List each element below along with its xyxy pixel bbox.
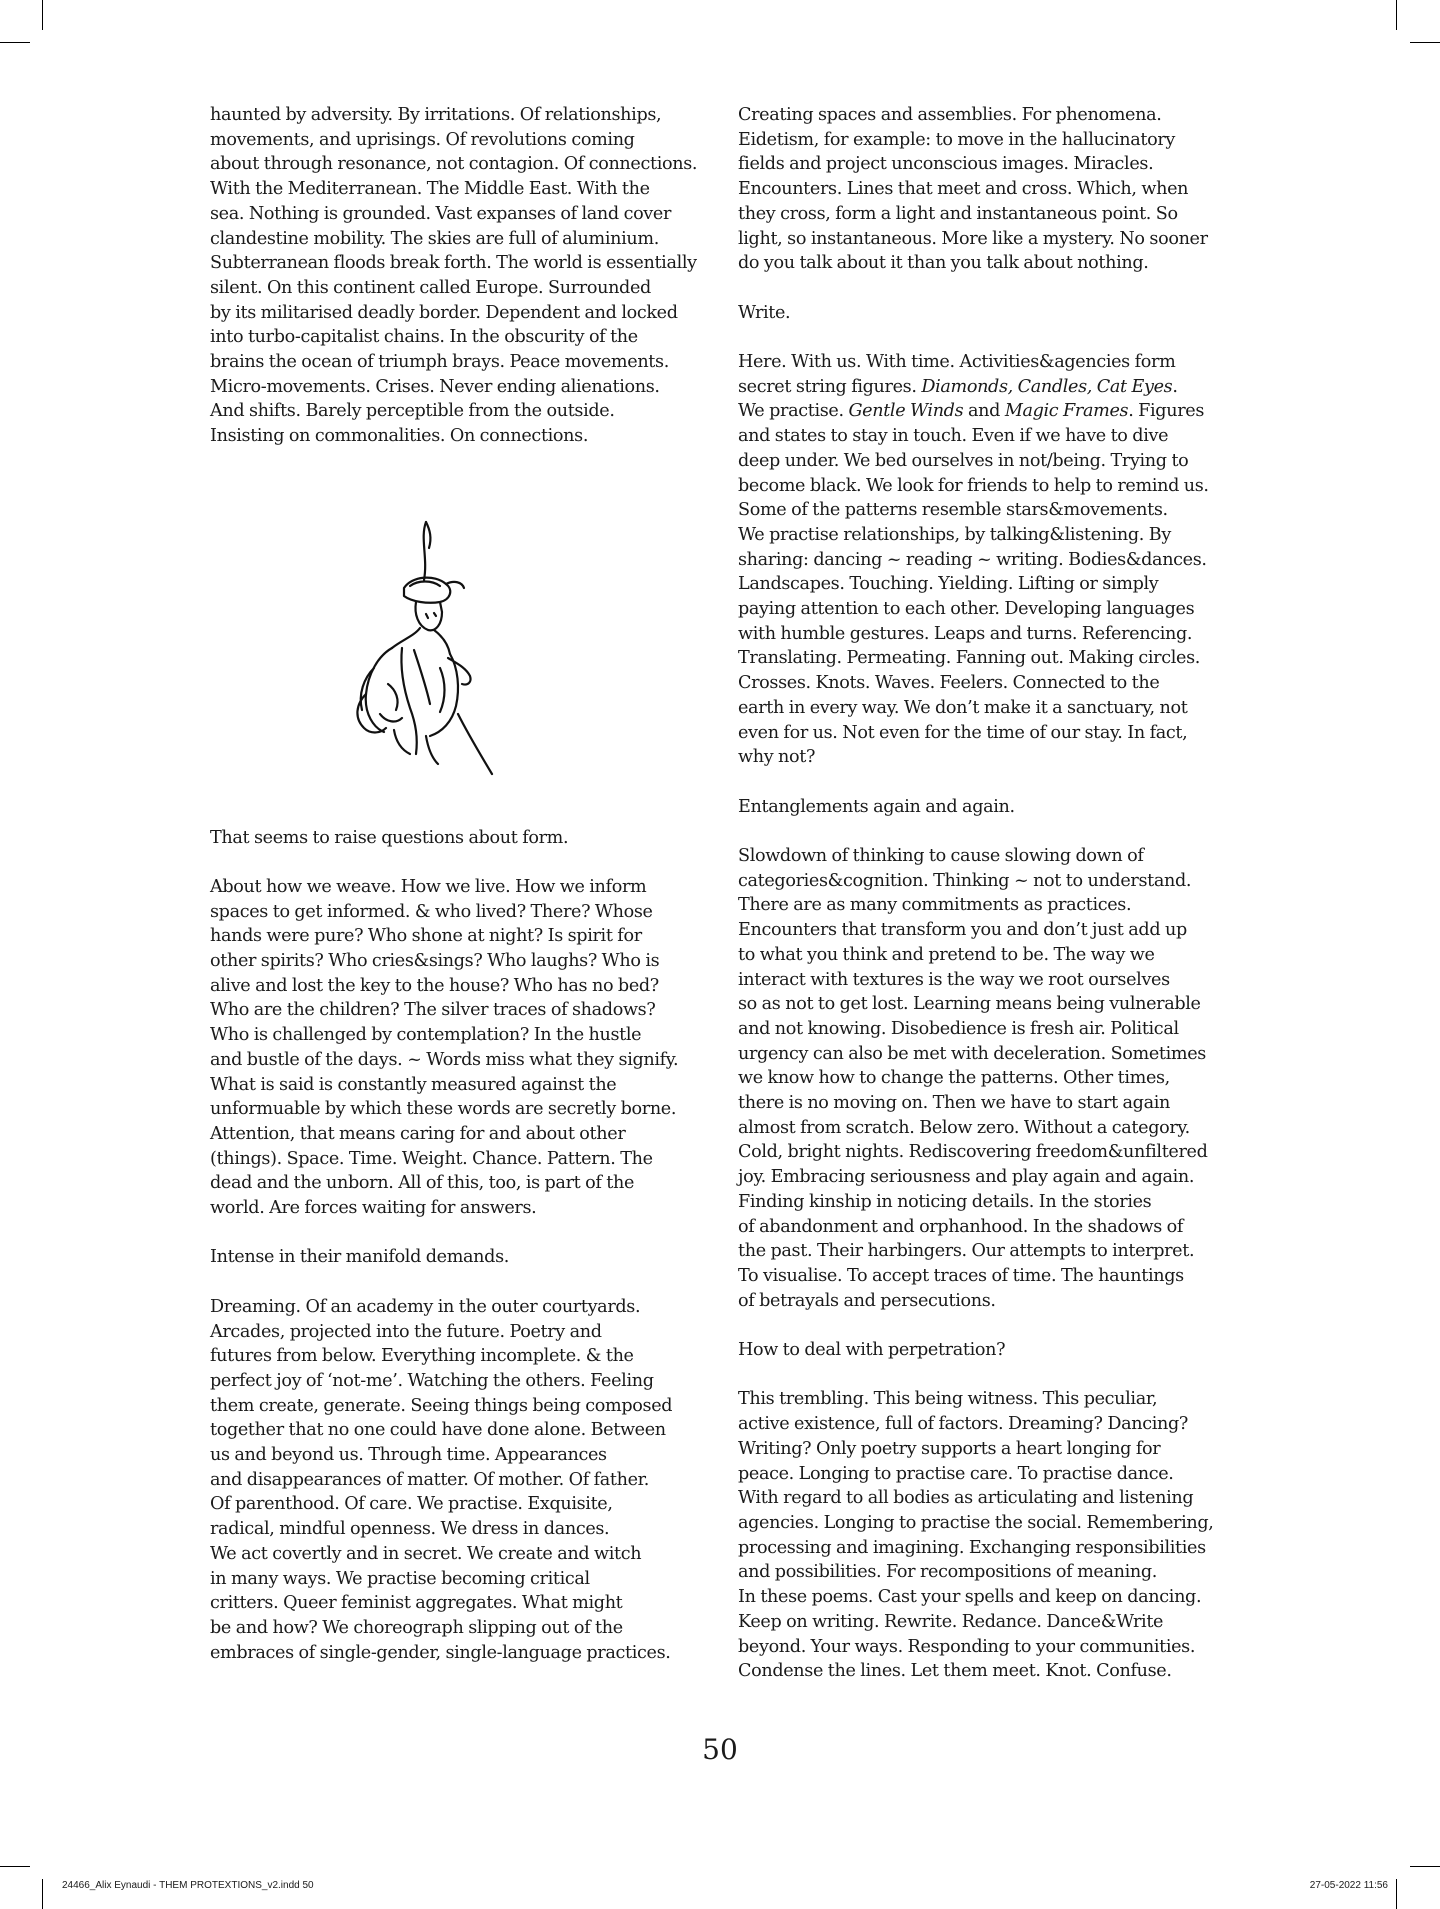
paragraph: Slowdown of thinking to cause slowing down of categories&cognition. Thinking ~ not to understand. There are as many commitments as practices. Encounters that transform you and don’t just add up to what you think and pretend to be. The way we interact with textures is the way we root ourselves so as not to get lost. Learning means being vulnerable and not knowing. Disobedience is fresh air. Political urgency can also be met with deceleration. Sometimes we know how to change the patterns. Other times, there is no moving on. Then we have to start again almost from scratch. Below zero. Without a category. Cold, bright nights. Rediscovering freedom&unfiltered joy. Embracing seriousness and play again and again. Finding kinship in noticing details. In the stories of abandonment and orphanhood. In the shadows of the past. Their harbingers. Our attempts to interpret. To visualise. To accept traces of time. The hauntings of betrayals and persecutions.	[738, 846, 1208, 1311]
paragraph: haunted by adversity. By irritations. Of relationships, movements, and uprisings. Of revolutions coming about through resonance, not contagion. Of connections. With the Mediterranean. The Middle East. With the sea. Nothing is grounded. Vast expanses of land cover clandestine mobility. The skies are full of aluminium. Subterranean floods break forth. The world is essentially silent. On this continent called Europe. Surrounded by its militarised deadly border. Dependent and locked into turbo-capitalist chains. In the obscurity of the brains the ocean of triumph brays. Peace movements. Micro-movements. Crises. Never ending alienations. And shifts. Barely perceptible from the outside. Insisting on commonalities. On connections.	[210, 105, 698, 447]
crop-mark-top-right-vertical	[1396, 0, 1397, 30]
italic-title: Diamonds, Candles, Cat Eyes	[921, 376, 1173, 397]
paragraph: About how we weave. How we live. How we inform spaces to get informed. & who lived? There? Whose hands were pure? Who shone at night? Is spirit for other spirits? Who cries&sings? Who laughs? Who is alive and lost the key to the house? Who has no bed? Who are the children? The silver traces of shadows? Who is challenged by contemplation? In the hustle and bustle of the days. ~ Words miss what they signify. What is said is constantly measured against the unformuable by which these words are secretly borne. Attention, that means caring for and about other (things). Space. Time. Weight. Chance. Pattern. The dead and the unborn. All of this, too, is part of the world. Are forces waiting for answers.	[210, 876, 679, 1219]
paragraph: Creating spaces and assemblies. For phenomena. Eidetism, for example: to move in the hallucinatory fields and project unconscious images. Miracles. Encounters. Lines that meet and cross. Which, when they cross, form a light and instantaneous point. So light, so instantaneous. More like a mystery. No sooner do you talk about it than you talk about nothing.	[738, 105, 1208, 274]
paragraph: How to deal with perpetration?	[738, 1340, 1006, 1361]
paragraph: Entanglements again and again.	[738, 796, 1015, 817]
left-text-column	[210, 103, 710, 1690]
italic-title: Gentle Winds	[848, 401, 964, 422]
right-text-column	[738, 103, 1238, 1709]
paragraph: Intense in their manifold demands.	[210, 1247, 509, 1268]
crop-mark-bottom-left-horizontal	[0, 1866, 30, 1867]
crop-mark-bottom-right-horizontal	[1410, 1866, 1440, 1867]
crop-mark-top-right-horizontal	[1410, 42, 1440, 43]
page-number: 50	[702, 1733, 738, 1766]
paragraph	[738, 350, 1238, 770]
paragraph: That seems to raise questions about form.	[210, 827, 569, 848]
crop-mark-bottom-right-vertical	[1396, 1879, 1397, 1909]
paragraph: This trembling. This being witness. This peculiar, active existence, full of factors. Dreaming? Dancing? Writing? Only poetry supports a heart longing for peace. Longing to practise care. To practise dance. With regard to all bodies as articulating and listening agencies. Longing to practise the social. Remembering, processing and imagining. Exchanging responsibilities and possibilities. For recompositions of meaning. In these poems. Cast your spells and keep on dancing. Keep on writing. Rewrite. Redance. Dance&Write beyond. Your ways. Responding to your communities. Condense the lines. Let them meet. Knot. Confuse.	[738, 1389, 1214, 1682]
crop-mark-top-left-horizontal	[0, 42, 30, 43]
paragraph: Dreaming. Of an academy in the outer courtyards. Arcades, projected into the future. Poetry and futures from below. Everything incomplete. & the perfect joy of ‘not-me’. Watching the others. Feeling them create, generate. Seeing things being composed together that no one could have done alone. Between us and beyond us. Through time. Appearances and disappearances of matter. Of mother. Of father. Of parenthood. Of care. We practise. Exquisite, radical, mindful openness. We dress in dances. We act covertly and in secret. We create and witch in many ways. We practise becoming critical critters. Queer feminist aggregates. What might be and how? We choreograph slipping out of the embraces of single-gender, single-language practices.	[210, 1296, 673, 1663]
paragraph: Write.	[738, 302, 791, 323]
print-slug-filename: 24466_Alix Eynaudi - THEM PROTEXTIONS_v2.indd 50	[62, 1880, 314, 1891]
ink-drawing-figure-with-hat-icon	[330, 518, 510, 778]
paragraph-text: . Figures and states to stay in touch. Even if we have to dive deep under. We bed ourselves in not/being. Trying to become black. We look for friends to help to remind us. Some of the patterns resemble stars&movements. We practise relationships, by talking&listening. By sharing: dancing ~ reading ~ writing. Bodies&dances. Landscapes. Touching. Yielding. Lifting or simply paying attention to each other. Developing languages with humble gestures. Leaps and turns. Referencing. Translating. Permeating. Fanning out. Making circles. Crosses. Knots. Waves. Feelers. Connected to the earth in every way. We don’t make it a sanctuary, not even for us. Not even for the time of our stay. In fact, why not?	[738, 401, 1209, 768]
paragraph-text: and	[963, 401, 1005, 422]
crop-mark-top-left-vertical	[42, 0, 43, 30]
paragraph-text: Here. With us. With time. Activities&agencies form secret string figures.	[738, 352, 1176, 397]
italic-title: Magic Frames	[1004, 401, 1129, 422]
print-slug-timestamp: 27-05-2022 11:56	[1309, 1880, 1388, 1891]
crop-mark-bottom-left-vertical	[42, 1879, 43, 1909]
paragraph-text: . We practise.	[738, 376, 1178, 422]
